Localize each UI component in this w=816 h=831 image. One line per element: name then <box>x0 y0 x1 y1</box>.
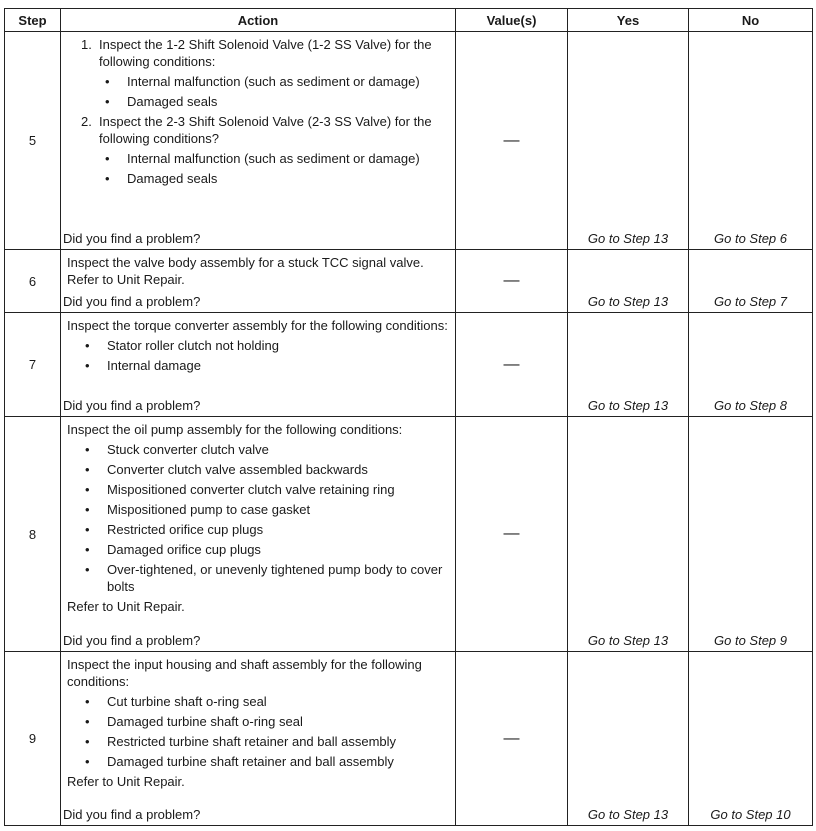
question-text: Did you find a problem? <box>63 398 201 413</box>
bullet-icon: • <box>85 338 90 353</box>
header-action: Action <box>61 9 456 32</box>
step-number: 9 <box>5 652 61 826</box>
question-text: Did you find a problem? <box>63 294 201 309</box>
bullet-item <box>67 753 449 770</box>
header-value: Value(s) <box>456 9 568 32</box>
bullet-icon: • <box>85 462 90 477</box>
bullet-item <box>67 150 449 167</box>
yes-result: Go to Step 13 <box>568 250 689 313</box>
bullet-item <box>67 733 449 750</box>
bullet-text: Internal malfunction (such as sediment or damage) <box>127 151 420 166</box>
bullet-icon: • <box>85 442 90 457</box>
step-number: 7 <box>5 313 61 417</box>
bullet-icon: • <box>85 482 90 497</box>
bullet-item <box>67 561 449 595</box>
bullet-text: Converter clutch valve assembled backwards <box>107 462 368 477</box>
bullet-text: Cut turbine shaft o-ring seal <box>107 694 267 709</box>
item-text: Inspect the 2-3 Shift Solenoid Valve (2-3 SS Valve) for the following conditions? <box>99 114 432 146</box>
value-cell: — <box>456 32 568 250</box>
bullet-icon: • <box>85 562 90 577</box>
item-text: Inspect the 1-2 Shift Solenoid Valve (1-2 SS Valve) for the following conditions: <box>99 37 432 69</box>
bullet-item <box>67 541 449 558</box>
action-intro: Inspect the valve body assembly for a stuck TCC signal valve. Refer to Unit Repair. <box>67 255 424 287</box>
bullet-text: Restricted orifice cup plugs <box>107 522 264 537</box>
diagnostic-table <box>4 8 813 826</box>
bullet-text: Restricted turbine shaft retainer and ball assembly <box>107 734 397 749</box>
bullet-icon: • <box>105 171 110 186</box>
yes-result: Go to Step 13 <box>568 652 689 826</box>
bullet-icon: • <box>85 502 90 517</box>
bullet-text: Damaged orifice cup plugs <box>107 542 261 557</box>
bullet-text: Over-tightened, or unevenly tightened pump body to cover bolts <box>107 562 443 594</box>
bullet-text: Mispositioned pump to case gasket <box>107 502 311 517</box>
bullet-item <box>67 441 449 458</box>
question-text: Did you find a problem? <box>63 807 201 822</box>
item-number: 1. <box>81 37 92 52</box>
bullet-item <box>67 93 449 110</box>
bullet-text: Damaged turbine shaft retainer and ball assembly <box>107 754 394 769</box>
value-cell: — <box>456 250 568 313</box>
value-cell: — <box>456 652 568 826</box>
step-number: 5 <box>5 32 61 250</box>
step-row-9 <box>5 652 813 826</box>
header-yes: Yes <box>568 9 689 32</box>
bullet-icon: • <box>85 694 90 709</box>
step-number: 8 <box>5 417 61 652</box>
action-cell <box>61 313 456 417</box>
refer-text: Refer to Unit Repair. <box>67 599 185 614</box>
yes-result: Go to Step 13 <box>568 313 689 417</box>
bullet-icon: • <box>105 94 110 109</box>
bullet-text: Internal malfunction (such as sediment or damage) <box>127 74 420 89</box>
bullet-icon: • <box>85 358 90 373</box>
no-result: Go to Step 10 <box>689 652 813 826</box>
bullet-icon: • <box>85 522 90 537</box>
step-number: 6 <box>5 250 61 313</box>
bullet-item <box>67 170 449 187</box>
bullet-item <box>67 693 449 710</box>
value-cell: — <box>456 417 568 652</box>
bullet-text: Mispositioned converter clutch valve retaining ring <box>107 482 395 497</box>
bullet-text: Stuck converter clutch valve <box>107 442 269 457</box>
yes-result: Go to Step 13 <box>568 32 689 250</box>
action-intro: Inspect the torque converter assembly for the following conditions: <box>67 318 448 333</box>
header-no: No <box>689 9 813 32</box>
bullet-item <box>67 521 449 538</box>
bullet-item <box>67 357 449 374</box>
value-cell: — <box>456 313 568 417</box>
no-result: Go to Step 6 <box>689 32 813 250</box>
bullet-icon: • <box>85 754 90 769</box>
bullet-item <box>67 73 449 90</box>
refer-text: Refer to Unit Repair. <box>67 774 185 789</box>
bullet-item <box>67 337 449 354</box>
no-result: Go to Step 8 <box>689 313 813 417</box>
action-cell <box>61 32 456 250</box>
bullet-item <box>67 501 449 518</box>
action-cell <box>61 652 456 826</box>
no-result: Go to Step 9 <box>689 417 813 652</box>
bullet-item <box>67 713 449 730</box>
numbered-item <box>67 36 449 70</box>
no-result: Go to Step 7 <box>689 250 813 313</box>
bullet-item <box>67 461 449 478</box>
numbered-item <box>67 113 449 147</box>
bullet-icon: • <box>85 734 90 749</box>
bullet-text: Stator roller clutch not holding <box>107 338 279 353</box>
bullet-item <box>67 481 449 498</box>
step-row-6 <box>5 250 813 313</box>
bullet-icon: • <box>85 542 90 557</box>
bullet-text: Damaged seals <box>127 94 218 109</box>
step-row-8 <box>5 417 813 652</box>
action-intro: Inspect the oil pump assembly for the following conditions: <box>67 422 403 437</box>
step-row-7 <box>5 313 813 417</box>
step-row-5 <box>5 32 813 250</box>
question-text: Did you find a problem? <box>63 231 201 246</box>
header-step: Step <box>5 9 61 32</box>
action-cell <box>61 250 456 313</box>
bullet-icon: • <box>105 74 110 89</box>
question-text: Did you find a problem? <box>63 633 201 648</box>
yes-result: Go to Step 13 <box>568 417 689 652</box>
action-intro: Inspect the input housing and shaft assembly for the following conditions: <box>67 657 422 689</box>
item-number: 2. <box>81 114 92 129</box>
bullet-icon: • <box>85 714 90 729</box>
action-cell <box>61 417 456 652</box>
bullet-text: Damaged seals <box>127 171 218 186</box>
bullet-icon: • <box>105 151 110 166</box>
bullet-text: Internal damage <box>107 358 201 373</box>
bullet-text: Damaged turbine shaft o-ring seal <box>107 714 303 729</box>
header-row <box>5 9 813 32</box>
